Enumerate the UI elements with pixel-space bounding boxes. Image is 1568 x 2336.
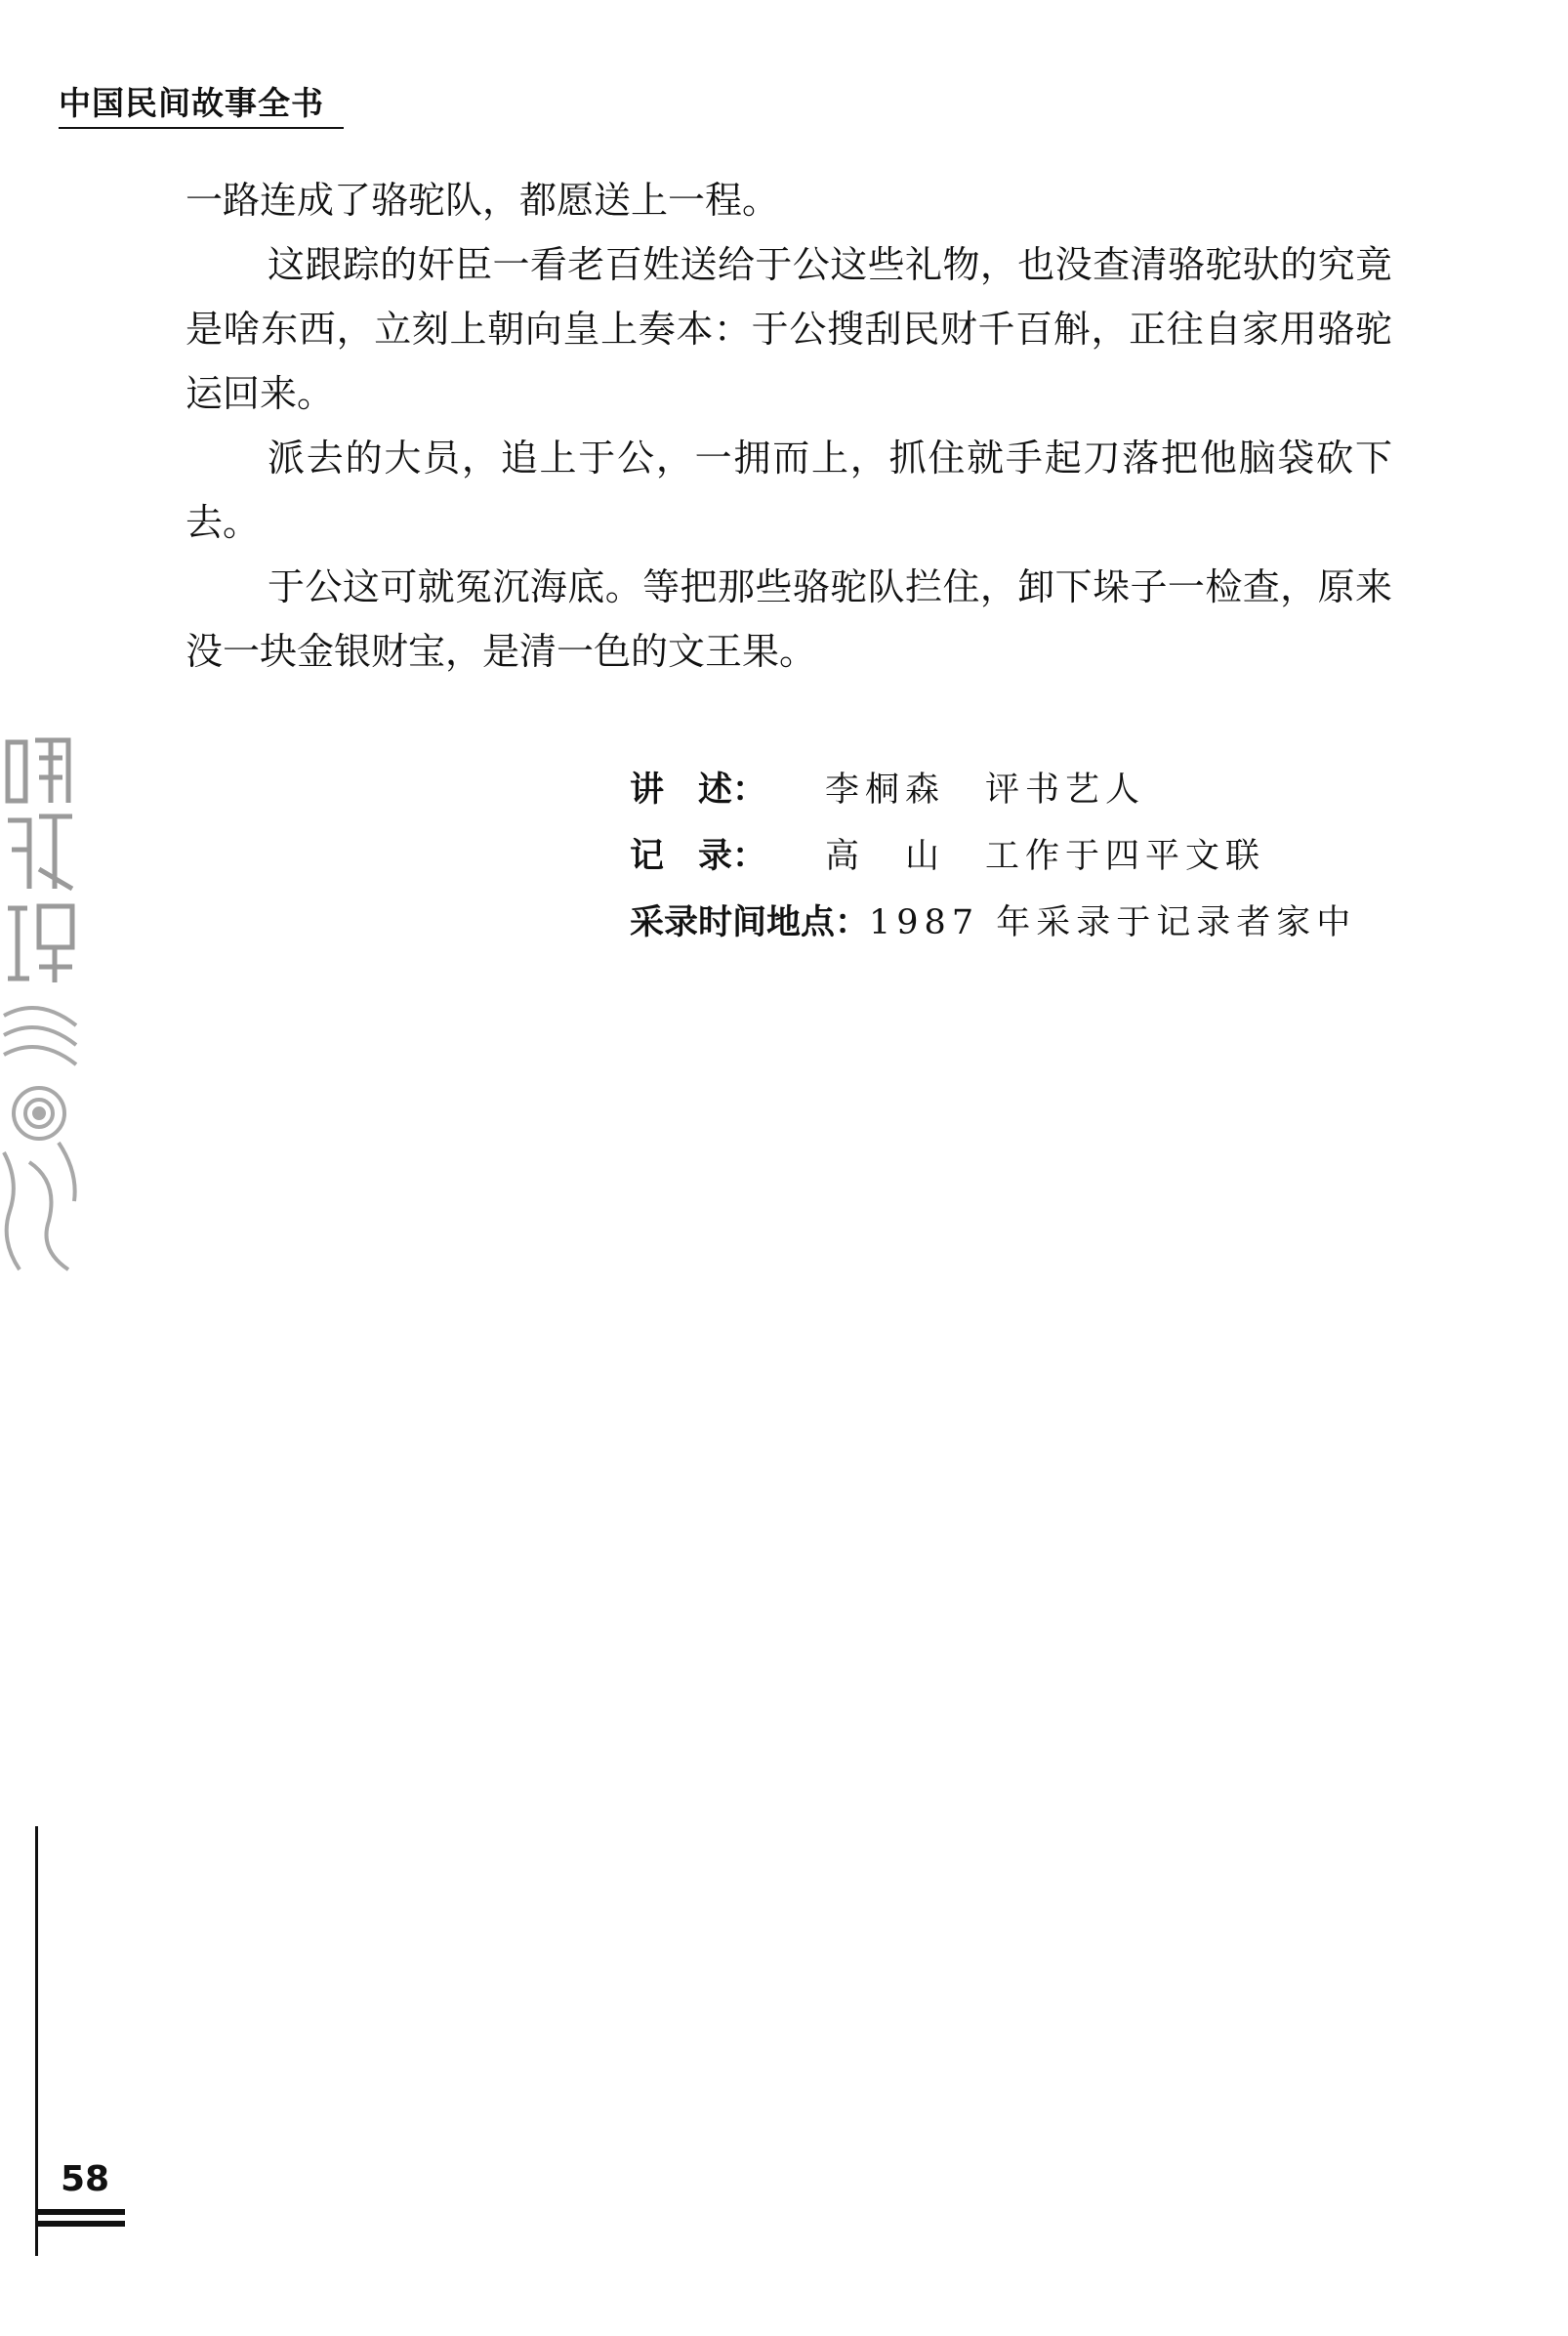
credit-time-place xyxy=(630,890,1356,956)
recorder-value: 高 山 工作于四平文联 xyxy=(825,837,1266,876)
paragraph-continuation: 一路连成了骆驼队，都愿送上一程。 xyxy=(186,179,780,222)
page-number: 58 xyxy=(61,2159,110,2199)
story-body xyxy=(186,168,1392,684)
time-place-label: 采录时间地点： xyxy=(630,903,870,942)
paragraph: 派去的大员，追上于公，一拥而上，抓住就手起刀落把他脑袋砍下去。 xyxy=(186,437,1392,544)
decorative-side-ornament xyxy=(0,723,80,1279)
paragraph: 于公这可就冤沉海底。等把那些骆驼队拦住，卸下垛子一检查，原来没一块金银财宝，是清一色的文王果。 xyxy=(186,565,1392,673)
page-bar xyxy=(35,2221,125,2227)
narrator-label: 讲 述： xyxy=(630,771,767,810)
narrator-value: 李桐森 评书艺人 xyxy=(825,771,1146,810)
time-place-value: 1987 年采录于记录者家中 xyxy=(869,903,1357,942)
page-bar xyxy=(35,2209,125,2215)
header-underline xyxy=(59,127,344,129)
recorder-label: 记 录： xyxy=(630,837,767,876)
credit-recorder xyxy=(630,823,1356,890)
paragraph: 这跟踪的奸臣一看老百姓送给于公这些礼物，也没查清骆驼驮的究竟是啥东西，立刻上朝向皇上奏本：于公搜刮民财千百斛，正往自家用骆驼运回来。 xyxy=(186,243,1392,415)
credit-narrator xyxy=(630,757,1356,823)
page-number-bars xyxy=(35,2209,125,2232)
margin-rule xyxy=(35,1826,38,2256)
story-credits xyxy=(630,757,1356,956)
running-header: 中国民间故事全书 xyxy=(59,84,324,122)
